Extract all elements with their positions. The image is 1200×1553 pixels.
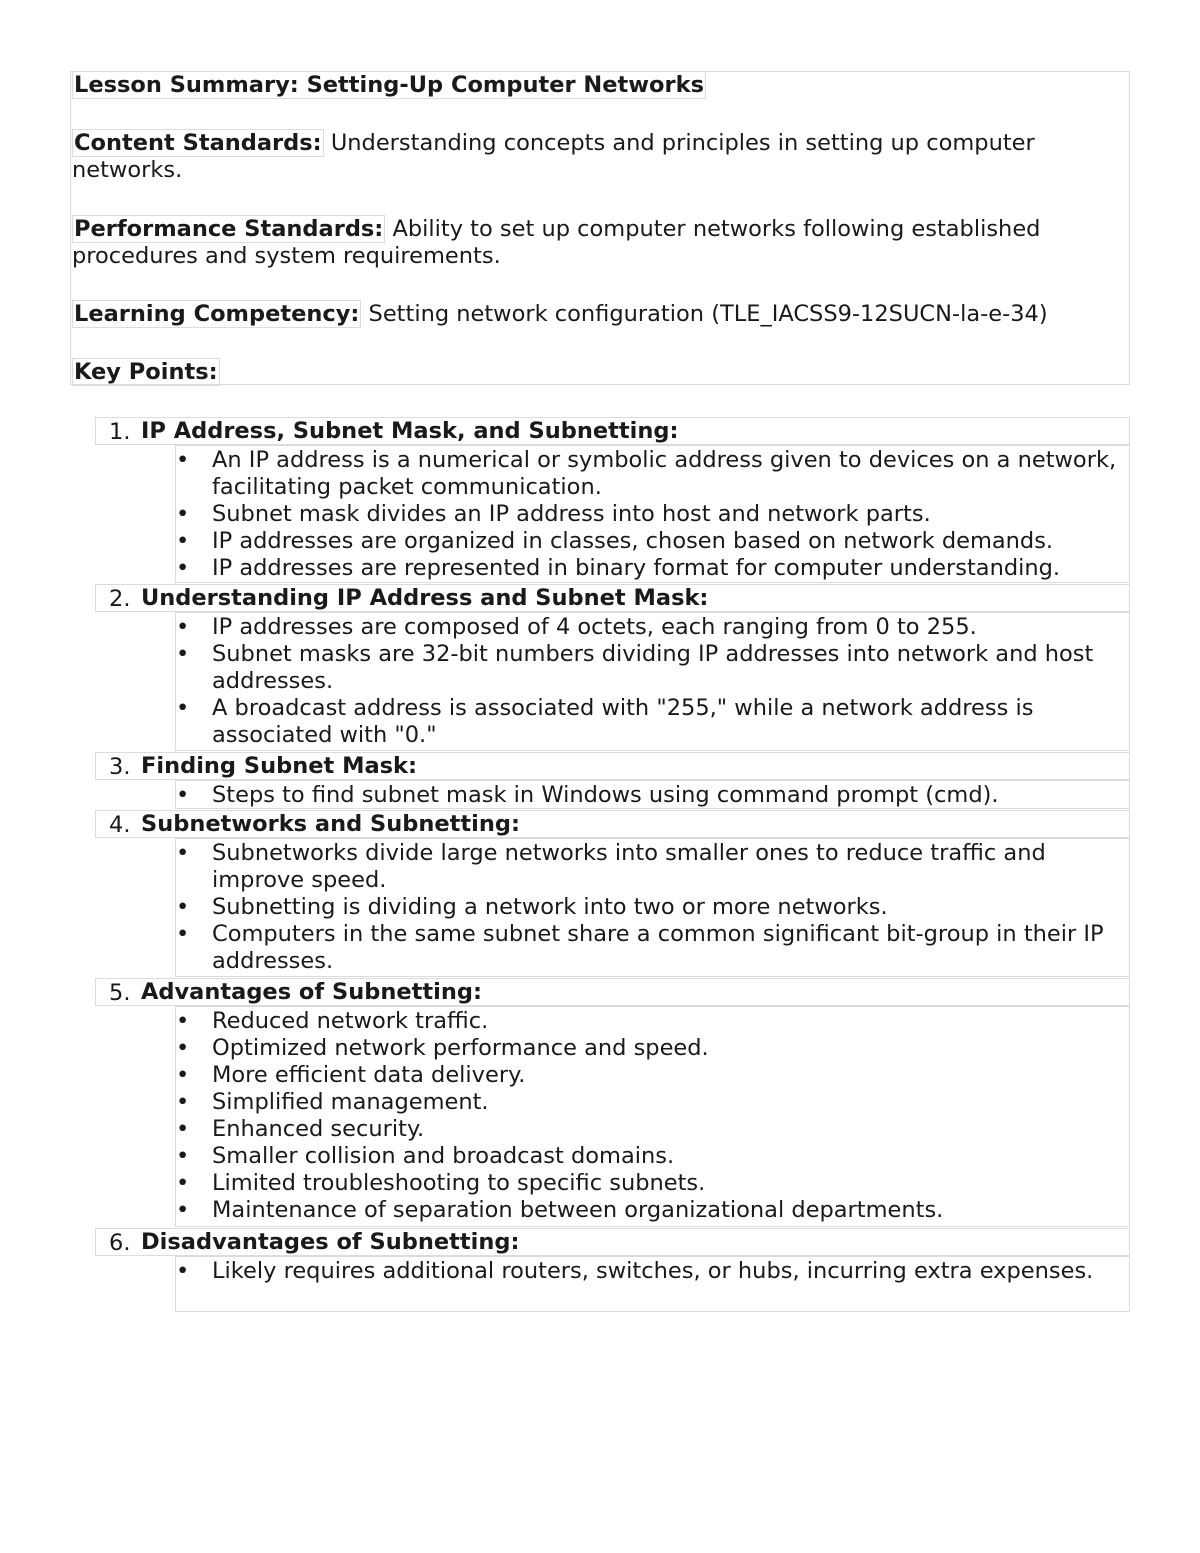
bullet-list xyxy=(175,445,1130,583)
section-title: Disadvantages of Subnetting: xyxy=(141,1229,520,1255)
section-heading xyxy=(95,752,1130,780)
lesson-title-text: Lesson Summary: Setting-Up Computer Networks xyxy=(74,72,704,98)
performance-standards-label: Performance Standards: xyxy=(74,216,384,242)
bullet-item: • IP addresses are organized in classes, chosen based on network demands. xyxy=(176,528,1129,555)
bullet-item: • Optimized network performance and speed. xyxy=(176,1035,1129,1062)
learning-competency xyxy=(72,301,1112,328)
section-number: 4. xyxy=(109,812,131,838)
lesson-title xyxy=(72,72,1112,99)
bullet-item: • Subnetting is dividing a network into two or more networks. xyxy=(176,894,1129,921)
section-title: Finding Subnet Mask: xyxy=(141,753,417,779)
section-title: Advantages of Subnetting: xyxy=(141,979,482,1005)
bullet-item: • Subnetworks divide large networks into smaller ones to reduce traffic and improve speed. xyxy=(176,840,1129,894)
section-number: 1. xyxy=(109,419,131,445)
bullet-list xyxy=(175,612,1130,751)
bullet-item: • Enhanced security. xyxy=(176,1116,1129,1143)
section-number: 2. xyxy=(109,586,131,612)
bullet-item: • More efficient data delivery. xyxy=(176,1062,1129,1089)
performance-standards xyxy=(72,216,1112,270)
bullet-item: • An IP address is a numerical or symbolic address given to devices on a network, facilitating packet communication. xyxy=(176,447,1129,501)
bullet-list xyxy=(175,1006,1130,1227)
content-standards-text: Understanding concepts and principles in setting up computer networks. xyxy=(72,130,1035,183)
bullet-item: • Smaller collision and broadcast domains. xyxy=(176,1143,1129,1170)
bullet-item: • Subnet mask divides an IP address into host and network parts. xyxy=(176,501,1129,528)
key-points-label: Key Points: xyxy=(74,359,218,385)
bullet-item: • Simplified management. xyxy=(176,1089,1129,1116)
bullet-item: • Maintenance of separation between organizational departments. xyxy=(176,1197,1129,1224)
section-heading xyxy=(95,978,1130,1006)
section-number: 5. xyxy=(109,980,131,1006)
bullet-list xyxy=(175,838,1130,977)
learning-competency-text: Setting network configuration (TLE_IACSS9-12SUCN-la-e-34) xyxy=(368,301,1048,327)
section-title: Subnetworks and Subnetting: xyxy=(141,811,520,837)
bullet-item: • Likely requires additional routers, switches, or hubs, incurring extra expenses. xyxy=(176,1258,1129,1285)
bullet-item: • Steps to find subnet mask in Windows using command prompt (cmd). xyxy=(176,782,1129,809)
section-number: 6. xyxy=(109,1230,131,1256)
learning-competency-label: Learning Competency: xyxy=(74,301,360,327)
bullet-item: • IP addresses are represented in binary format for computer understanding. xyxy=(176,555,1129,582)
bullet-item: • IP addresses are composed of 4 octets, each ranging from 0 to 255. xyxy=(176,614,1129,641)
section-number: 3. xyxy=(109,754,131,780)
bullet-item: • Limited troubleshooting to specific subnets. xyxy=(176,1170,1129,1197)
section-heading xyxy=(95,1228,1130,1256)
key-points-heading xyxy=(72,359,1112,386)
bullet-item: • Reduced network traffic. xyxy=(176,1008,1129,1035)
performance-standards-text: Ability to set up computer networks following established procedures and system requirements. xyxy=(72,216,1041,269)
content-standards-label: Content Standards: xyxy=(74,130,322,156)
content-standards xyxy=(72,130,1112,184)
section-heading xyxy=(95,584,1130,612)
section-heading xyxy=(95,810,1130,838)
bullet-item: • Computers in the same subnet share a common significant bit-group in their IP addresses. xyxy=(176,921,1129,975)
bullet-list xyxy=(175,1256,1130,1312)
section-heading xyxy=(95,417,1130,445)
bullet-list xyxy=(175,780,1130,809)
bullet-item: • A broadcast address is associated with "255," while a network address is associated with "0." xyxy=(176,695,1129,749)
bullet-item: • Subnet masks are 32-bit numbers dividing IP addresses into network and host addresses. xyxy=(176,641,1129,695)
section-title: Understanding IP Address and Subnet Mask: xyxy=(141,585,709,611)
section-title: IP Address, Subnet Mask, and Subnetting: xyxy=(141,418,679,444)
